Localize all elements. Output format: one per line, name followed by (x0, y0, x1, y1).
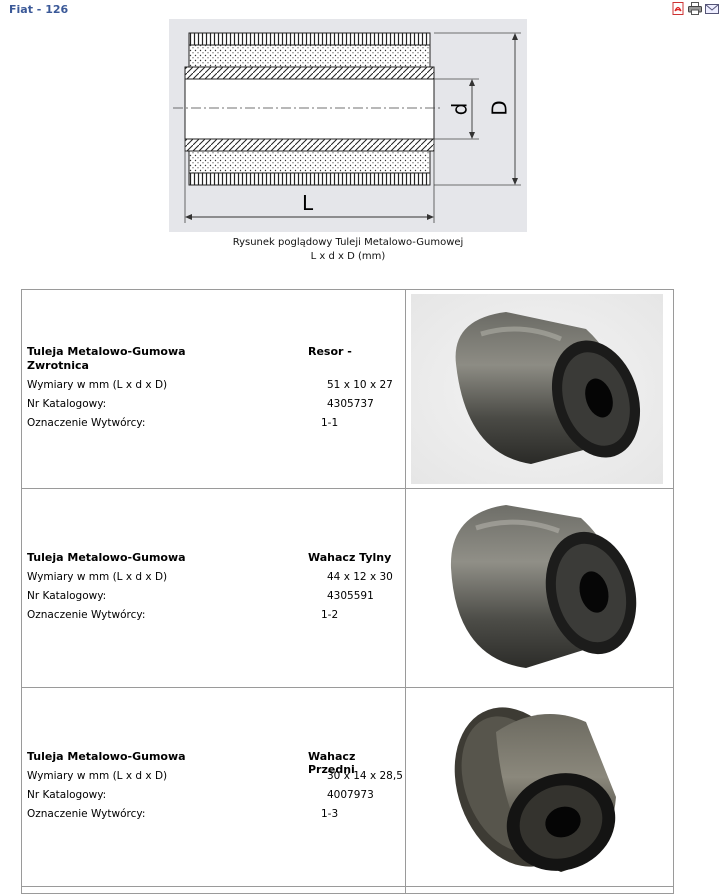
diagram-caption (169, 236, 527, 264)
bushing-diagram (169, 19, 527, 232)
dimensions-label: Wymiary w mm (L x d x D) (27, 379, 168, 391)
maker-value: 1-3 (321, 808, 339, 820)
catalog-value: 4305591 (327, 590, 374, 602)
maker-label: Oznaczenie Wytwórcy: (27, 609, 146, 621)
maker-label: Oznaczenie Wytwórcy: (27, 808, 146, 820)
dimensions-value: 30 x 14 x 28,5 (327, 770, 403, 782)
caption-line-2: L x d x D (mm) (310, 251, 386, 262)
dimensions-label: Wymiary w mm (L x d x D) (27, 571, 168, 583)
email-icon[interactable] (705, 2, 719, 15)
part-location: Resor - (308, 345, 352, 358)
part-info-cell (22, 688, 406, 887)
part-info-cell (22, 290, 406, 489)
part-location: Wahacz Tylny (308, 551, 392, 564)
table-row (22, 887, 674, 894)
empty-cell (406, 887, 674, 894)
diagram-label-L: L (302, 191, 314, 215)
empty-cell (22, 887, 406, 894)
diagram-label-D: D (487, 100, 512, 116)
pdf-icon[interactable] (671, 2, 685, 15)
catalog-label: Nr Katalogowy: (27, 590, 107, 602)
catalog-label: Nr Katalogowy: (27, 398, 107, 410)
table-row (22, 290, 674, 489)
maker-value: 1-2 (321, 609, 339, 621)
part-info-cell (22, 489, 406, 688)
catalog-label: Nr Katalogowy: (27, 789, 107, 801)
caption-line-1: Rysunek poglądowy Tuleji Metalowo-Gumowej (232, 237, 464, 248)
part-name: Tuleja Metalowo-Gumowa (27, 750, 186, 763)
maker-value: 1-1 (321, 417, 339, 429)
page-title: Fiat - 126 (9, 3, 69, 16)
part-name: Tuleja Metalowo-Gumowa Zwrotnica (27, 345, 186, 372)
table-row (22, 688, 674, 887)
table-row (22, 489, 674, 688)
dimensions-label: Wymiary w mm (L x d x D) (27, 770, 168, 782)
toolbar (671, 2, 719, 15)
bushing-photo (411, 493, 663, 683)
part-name: Tuleja Metalowo-Gumowa (27, 551, 186, 564)
part-photo-cell (406, 290, 674, 489)
part-photo-cell (406, 489, 674, 688)
print-icon[interactable] (688, 2, 702, 15)
catalog-value: 4305737 (327, 398, 374, 410)
flanged-bushing-photo (411, 692, 663, 882)
catalog-value: 4007973 (327, 789, 374, 801)
parts-table (21, 289, 674, 894)
part-location: Wahacz Przedni (308, 750, 356, 776)
dimensions-value: 51 x 10 x 27 (327, 379, 393, 391)
maker-label: Oznaczenie Wytwórcy: (27, 417, 146, 429)
bushing-photo (411, 294, 663, 484)
dimensions-value: 44 x 12 x 30 (327, 571, 393, 583)
part-photo-cell (406, 688, 674, 887)
diagram-label-d: d (447, 102, 472, 116)
